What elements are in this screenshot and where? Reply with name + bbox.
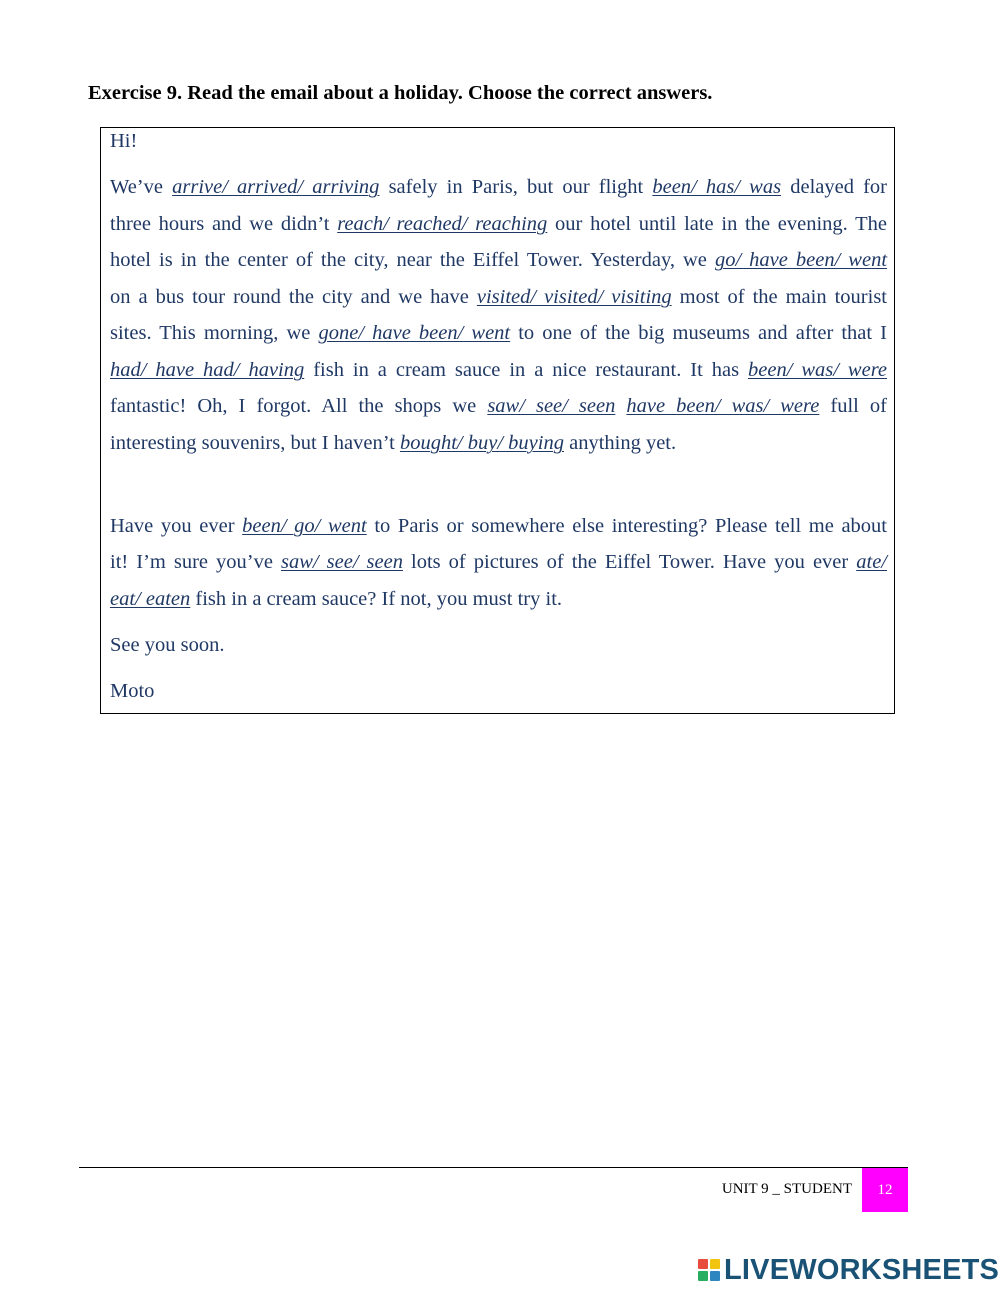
logo-square bbox=[710, 1271, 720, 1281]
email-line bbox=[110, 586, 887, 612]
answer-choice[interactable]: saw/ see/ seen bbox=[487, 395, 616, 417]
email-text: full of bbox=[830, 395, 888, 417]
email-text: hotel is in the center of the city, near the Eiffel Tower. Yesterday, we bbox=[110, 249, 707, 271]
answer-choice[interactable]: arrive/ arrived/ arriving bbox=[172, 176, 380, 198]
email-text: our hotel until late in the evening. The bbox=[555, 213, 888, 235]
logo-square bbox=[698, 1271, 708, 1281]
answer-choice[interactable]: bought/ buy/ buying bbox=[399, 432, 564, 454]
footer-divider bbox=[79, 1167, 908, 1168]
logo-square bbox=[710, 1259, 720, 1269]
answer-choice[interactable]: eat/ eaten bbox=[110, 588, 191, 610]
email-text: fantastic! Oh, I forgot. All the shops we bbox=[110, 395, 477, 417]
email-text: safely in Paris, but our flight bbox=[388, 176, 644, 198]
email-line bbox=[110, 549, 887, 575]
email-line bbox=[110, 284, 887, 310]
email-line bbox=[110, 320, 887, 346]
brand-name: LIVEWORKSHEETS bbox=[724, 1253, 1000, 1286]
email-text: lots of pictures of the Eiffel Tower. Have you ever bbox=[411, 551, 849, 573]
email-text: on a bus tour round the city and we have bbox=[110, 286, 469, 308]
email-text: fish in a cream sauce in a nice restaurant. It has bbox=[313, 359, 740, 381]
email-line bbox=[110, 357, 887, 383]
email-text: fish in a cream sauce? If not, you must try it. bbox=[195, 588, 563, 610]
brand-logo-icon bbox=[698, 1259, 720, 1281]
answer-choice[interactable]: been/ was/ were bbox=[748, 359, 888, 381]
liveworksheets-logo bbox=[698, 1254, 999, 1286]
logo-square bbox=[698, 1259, 708, 1269]
email-text: sites. This morning, we bbox=[110, 322, 311, 344]
email-text: We’ve bbox=[110, 176, 163, 198]
email-line bbox=[110, 247, 887, 273]
email-text: to one of the big museums and after that I bbox=[518, 322, 888, 344]
answer-choice[interactable]: had/ have had/ having bbox=[110, 359, 305, 381]
email-text: it! I’m sure you’ve bbox=[110, 551, 273, 573]
answer-choice[interactable]: gone/ have been/ went bbox=[318, 322, 511, 344]
answer-choice[interactable]: ate/ bbox=[856, 551, 887, 573]
email-text: three hours and we didn’t bbox=[110, 213, 330, 235]
answer-choice[interactable]: visited/ visited/ visiting bbox=[476, 286, 672, 308]
email-closing: See you soon. bbox=[110, 634, 225, 656]
email-line bbox=[110, 174, 887, 200]
email-line bbox=[110, 393, 887, 419]
answer-choice[interactable]: saw/ see/ seen bbox=[281, 551, 403, 573]
exercise-title: Exercise 9. Read the email about a holiday. Choose the correct answers. bbox=[88, 82, 713, 104]
email-box bbox=[100, 127, 895, 714]
email-text: interesting souvenirs, but I haven’t bbox=[110, 432, 395, 454]
answer-choice[interactable]: been/ go/ went bbox=[242, 515, 367, 537]
email-text: Have you ever bbox=[110, 515, 235, 537]
email-text: anything yet. bbox=[569, 432, 677, 454]
answer-choice[interactable]: been/ has/ was bbox=[652, 176, 782, 198]
email-signature: Moto bbox=[110, 680, 155, 702]
email-greeting: Hi! bbox=[110, 130, 138, 152]
email-line bbox=[110, 430, 887, 456]
answer-choice[interactable]: reach/ reached/ reaching bbox=[337, 213, 548, 235]
email-text: most of the main tourist bbox=[679, 286, 887, 308]
answer-choice[interactable]: go/ have been/ went bbox=[714, 249, 888, 271]
email-line bbox=[110, 211, 887, 237]
unit-label: UNIT 9 _ STUDENT bbox=[721, 1181, 852, 1197]
email-text: delayed for bbox=[790, 176, 888, 198]
email-line bbox=[110, 513, 887, 539]
page-number: 12 bbox=[862, 1168, 908, 1212]
email-text: to Paris or somewhere else interesting? Please tell me about bbox=[374, 515, 887, 537]
answer-choice[interactable]: have been/ was/ were bbox=[626, 395, 820, 417]
